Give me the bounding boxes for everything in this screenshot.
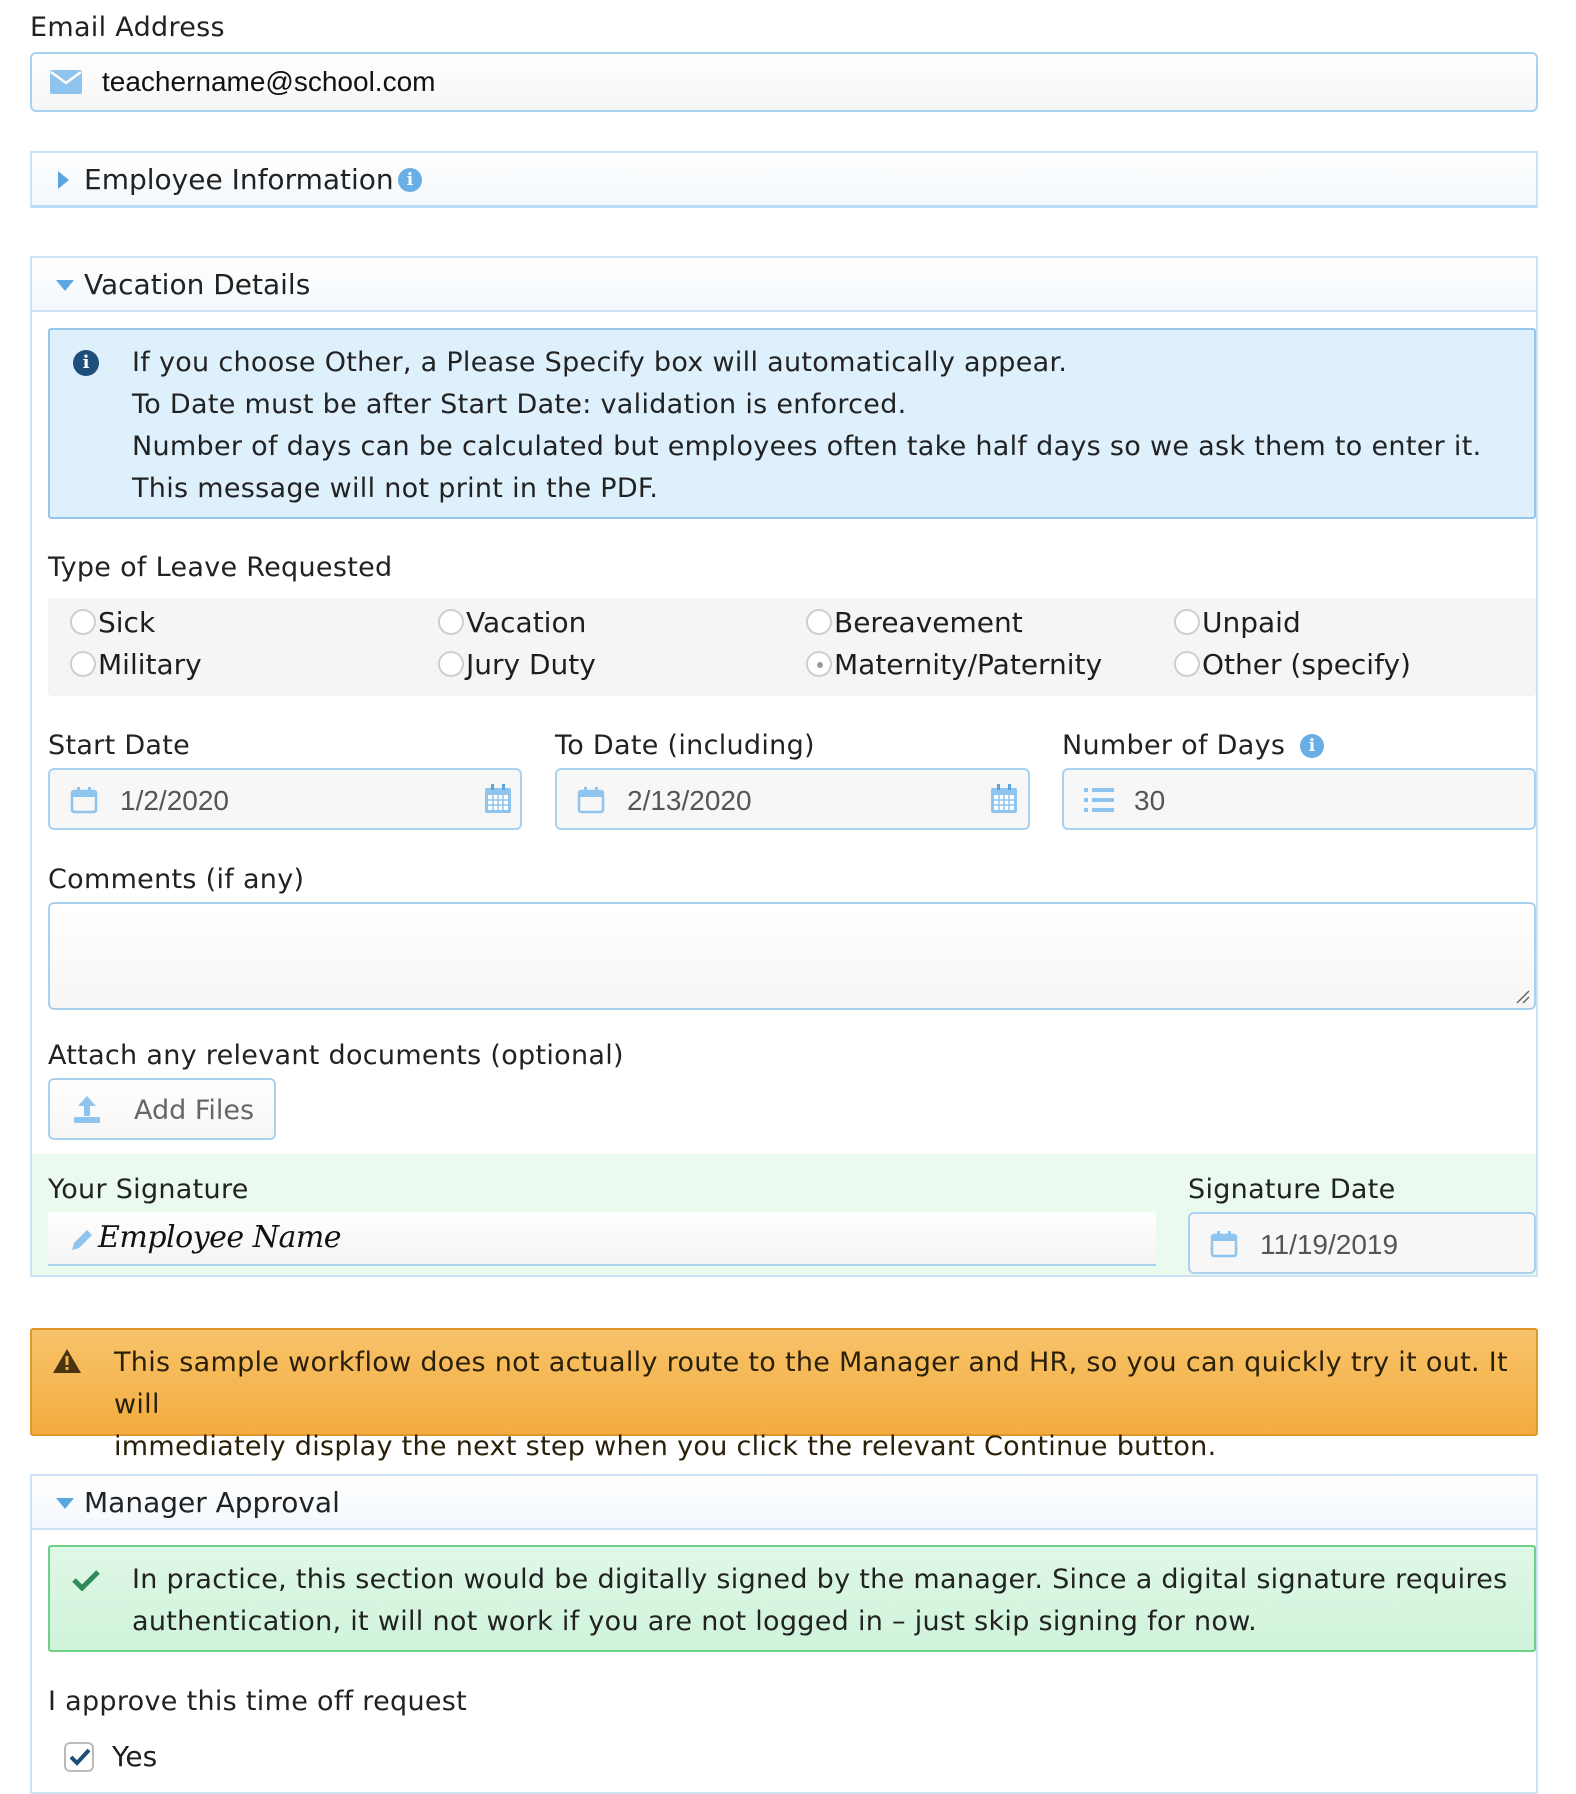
radio-circle[interactable] bbox=[806, 609, 832, 635]
email-value: teachername@school.com bbox=[102, 66, 436, 97]
calendar-icon bbox=[70, 786, 98, 814]
radio-circle-selected[interactable] bbox=[806, 651, 832, 677]
signature-label: Your Signature bbox=[48, 1174, 249, 1205]
employee-info-title: Employee Information bbox=[84, 163, 394, 196]
radio-maternity-paternity[interactable] bbox=[806, 648, 1102, 681]
to-date-field[interactable] bbox=[555, 768, 1030, 830]
radio-sick[interactable] bbox=[70, 606, 155, 639]
signature-date-field[interactable] bbox=[1188, 1212, 1536, 1274]
radio-label: Unpaid bbox=[1202, 606, 1301, 639]
info-line: This message will not print in the PDF. bbox=[132, 473, 659, 504]
email-field[interactable] bbox=[30, 52, 1538, 112]
radio-label: Military bbox=[98, 648, 202, 681]
add-files-label: Add Files bbox=[134, 1095, 255, 1126]
info-icon[interactable]: i bbox=[398, 168, 422, 192]
radio-other[interactable] bbox=[1174, 648, 1411, 681]
num-days-field[interactable] bbox=[1062, 768, 1536, 830]
info-message-box bbox=[48, 328, 1536, 519]
pencil-icon bbox=[70, 1228, 94, 1252]
email-label: Email Address bbox=[30, 12, 225, 43]
employee-info-header[interactable] bbox=[30, 151, 1538, 208]
start-date-value: 1/2/2020 bbox=[120, 785, 229, 816]
check-icon bbox=[72, 1569, 100, 1591]
calendar-icon bbox=[1210, 1230, 1238, 1258]
success-line: In practice, this section would be digitally signed by the manager. Since a digital signature requires bbox=[132, 1564, 1508, 1595]
vacation-details-header[interactable] bbox=[30, 256, 1538, 312]
calendar-picker-icon[interactable] bbox=[484, 784, 512, 814]
signature-date-label: Signature Date bbox=[1188, 1174, 1396, 1205]
approve-yes-label: Yes bbox=[112, 1740, 158, 1773]
checkmark-icon bbox=[69, 1748, 91, 1766]
radio-label: Jury Duty bbox=[466, 648, 596, 681]
start-date-field[interactable] bbox=[48, 768, 522, 830]
radio-label: Bereavement bbox=[834, 606, 1023, 639]
radio-circle[interactable] bbox=[70, 609, 96, 635]
info-line: To Date must be after Start Date: validation is enforced. bbox=[132, 389, 907, 420]
num-days-label: Number of Days bbox=[1062, 730, 1286, 761]
vacation-details-title: Vacation Details bbox=[84, 268, 311, 301]
radio-jury-duty[interactable] bbox=[438, 648, 596, 681]
calendar-icon bbox=[577, 786, 605, 814]
signature-date-value: 11/19/2019 bbox=[1260, 1229, 1399, 1260]
radio-circle[interactable] bbox=[438, 609, 464, 635]
signature-value: Employee Name bbox=[98, 1220, 342, 1255]
comments-textarea[interactable] bbox=[48, 902, 1536, 1010]
radio-label: Sick bbox=[98, 606, 156, 639]
manager-approval-title: Manager Approval bbox=[84, 1486, 340, 1519]
comments-label: Comments (if any) bbox=[48, 864, 305, 895]
manager-approval-header[interactable] bbox=[30, 1474, 1538, 1530]
calendar-picker-icon[interactable] bbox=[990, 784, 1018, 814]
approve-checkbox[interactable] bbox=[64, 1742, 94, 1772]
radio-bereavement[interactable] bbox=[806, 606, 1023, 639]
success-message-box bbox=[48, 1545, 1536, 1652]
warning-icon bbox=[52, 1348, 82, 1374]
warning-line: This sample workflow does not actually route to the Manager and HR, so you can quickly try it out. It will bbox=[114, 1347, 1508, 1420]
start-date-label: Start Date bbox=[48, 730, 191, 761]
info-line: If you choose Other, a Please Specify box will automatically appear. bbox=[132, 347, 1068, 378]
num-days-value: 30 bbox=[1134, 785, 1166, 816]
info-icon: i bbox=[73, 350, 99, 376]
to-date-value: 2/13/2020 bbox=[627, 785, 752, 816]
signature-field[interactable] bbox=[48, 1212, 1156, 1266]
radio-label: Vacation bbox=[466, 606, 587, 639]
success-line: authentication, it will not work if you are not logged in – just skip signing for now. bbox=[132, 1606, 1257, 1637]
radio-unpaid[interactable] bbox=[1174, 606, 1301, 639]
numbered-list-icon bbox=[1084, 786, 1114, 814]
leave-type-group bbox=[48, 598, 1536, 696]
attach-label: Attach any relevant documents (optional) bbox=[48, 1040, 624, 1071]
envelope-icon bbox=[50, 70, 82, 94]
radio-circle[interactable] bbox=[70, 651, 96, 677]
warning-line: immediately display the next step when you click the relevant Continue button. bbox=[114, 1431, 1217, 1462]
radio-circle[interactable] bbox=[1174, 609, 1200, 635]
collapse-icon bbox=[56, 1498, 74, 1509]
info-line: Number of days can be calculated but employees often take half days so we ask them to enter it. bbox=[132, 431, 1482, 462]
expand-icon bbox=[58, 171, 69, 189]
resize-handle-icon[interactable] bbox=[1514, 988, 1530, 1004]
to-date-label: To Date (including) bbox=[555, 730, 815, 761]
radio-military[interactable] bbox=[70, 648, 202, 681]
leave-type-label: Type of Leave Requested bbox=[48, 552, 393, 583]
add-files-button[interactable] bbox=[48, 1078, 276, 1140]
radio-circle[interactable] bbox=[438, 651, 464, 677]
warning-message-box bbox=[30, 1328, 1538, 1462]
radio-vacation[interactable] bbox=[438, 606, 586, 639]
collapse-icon bbox=[56, 280, 74, 291]
approve-label: I approve this time off request bbox=[48, 1686, 468, 1717]
radio-circle[interactable] bbox=[1174, 651, 1200, 677]
upload-icon bbox=[72, 1096, 102, 1124]
info-icon[interactable]: i bbox=[1300, 734, 1324, 758]
radio-label: Maternity/Paternity bbox=[834, 648, 1103, 681]
radio-label: Other (specify) bbox=[1202, 648, 1411, 681]
